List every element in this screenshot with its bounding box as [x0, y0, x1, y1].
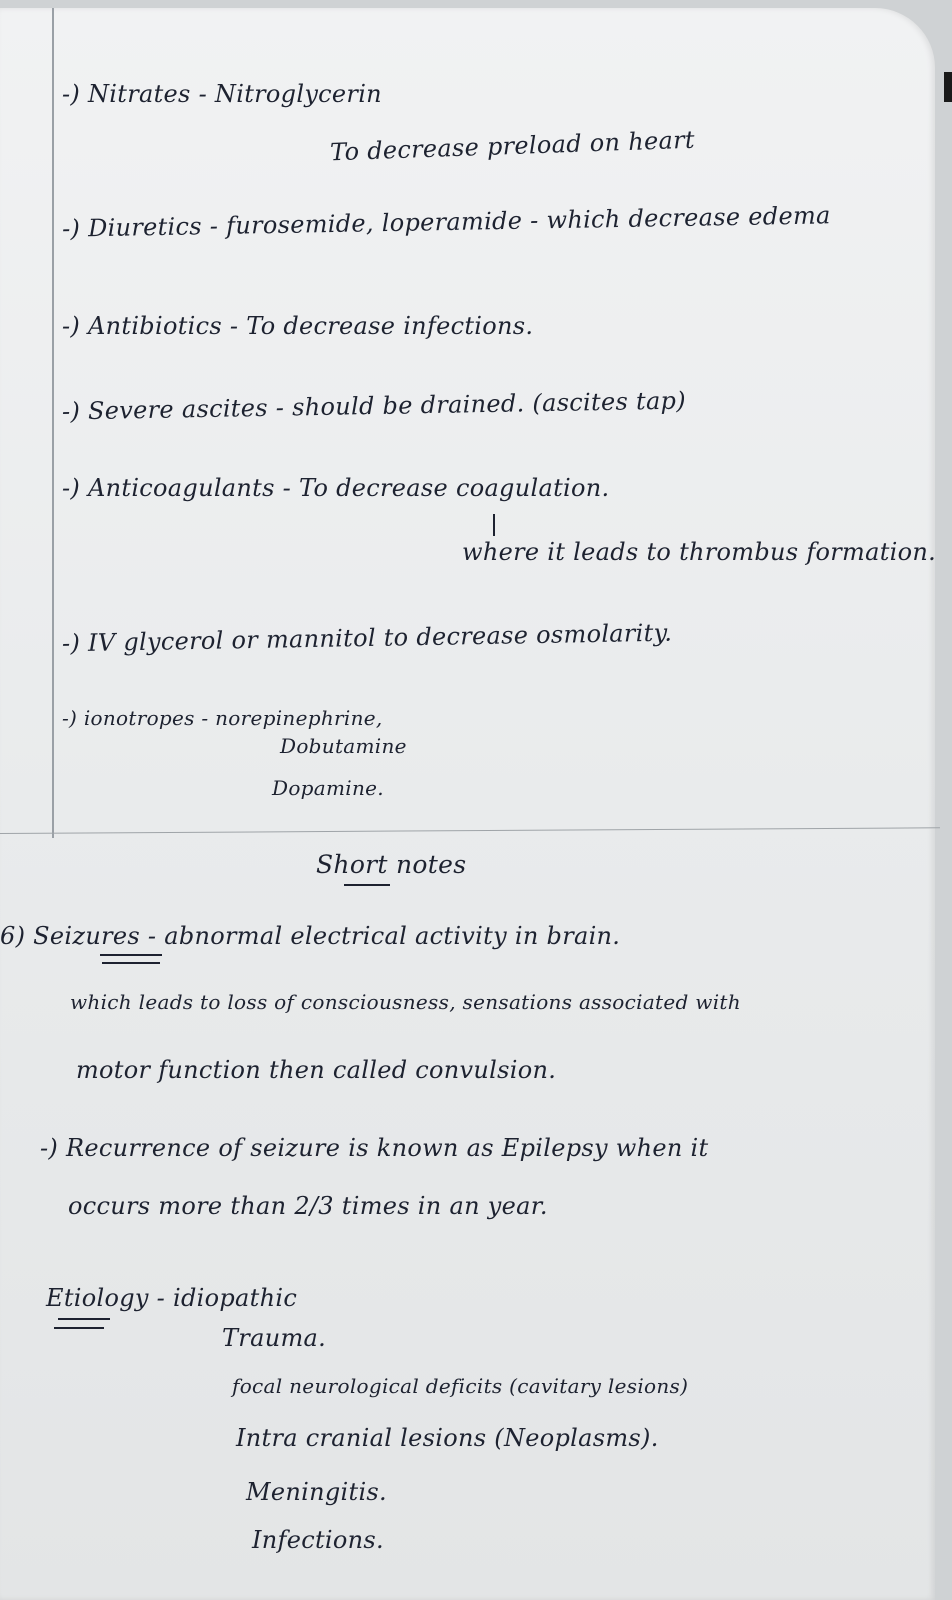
line-focal-deficits: focal neurological deficits (cavitary lesions) — [232, 1374, 689, 1398]
line-loss-of-consciousness: which leads to loss of consciousness, sensations associated with — [70, 990, 741, 1014]
line-nitrates: -) Nitrates - Nitroglycerin — [62, 80, 382, 108]
line-recurrence-frequency: occurs more than 2/3 times in an year. — [68, 1192, 548, 1220]
binder-edge — [944, 72, 952, 102]
heading-short-notes: Short notes — [316, 850, 467, 879]
line-anticoagulants: -) Anticoagulants - To decrease coagulation. — [62, 474, 610, 502]
line-dobutamine: Dobutamine — [280, 734, 407, 758]
line-trauma: Trauma. — [222, 1324, 327, 1352]
line-epilepsy: -) Recurrence of seizure is known as Epilepsy when it — [40, 1134, 709, 1162]
etiology-underline-1 — [58, 1318, 110, 1320]
margin-line — [52, 8, 54, 838]
line-ionotropes: -) ionotropes - norepinephrine, — [62, 706, 383, 730]
line-convulsion: motor function then called convulsion. — [76, 1056, 557, 1084]
line-ascites: -) Severe ascites - should be drained. (ascites tap) — [61, 386, 687, 426]
line-dopamine: Dopamine. — [272, 776, 384, 800]
line-thrombus: where it leads to thrombus formation. — [462, 538, 937, 566]
line-antibiotics: -) Antibiotics - To decrease infections. — [62, 312, 534, 340]
line-intracranial-lesions: Intra cranial lesions (Neoplasms). — [236, 1424, 659, 1452]
connector-mark — [493, 514, 495, 536]
seizures-underline-2 — [102, 962, 160, 964]
heading-underline — [344, 884, 390, 886]
seizures-underline-1 — [100, 954, 162, 956]
line-infections: Infections. — [252, 1526, 384, 1554]
line-diuretics: -) Diuretics - furosemide, loperamide - which decrease edema — [61, 201, 831, 243]
line-iv-glycerol: -) IV glycerol or mannitol to decrease osmolarity. — [61, 618, 673, 658]
line-etiology: Etiology - idiopathic — [46, 1284, 298, 1312]
line-seizures: 6) Seizures - abnormal electrical activity in brain. — [0, 922, 621, 950]
notebook-page — [0, 8, 935, 1600]
line-preload: To decrease preload on heart — [329, 125, 696, 167]
etiology-underline-2 — [54, 1327, 104, 1329]
line-meningitis: Meningitis. — [246, 1478, 387, 1506]
